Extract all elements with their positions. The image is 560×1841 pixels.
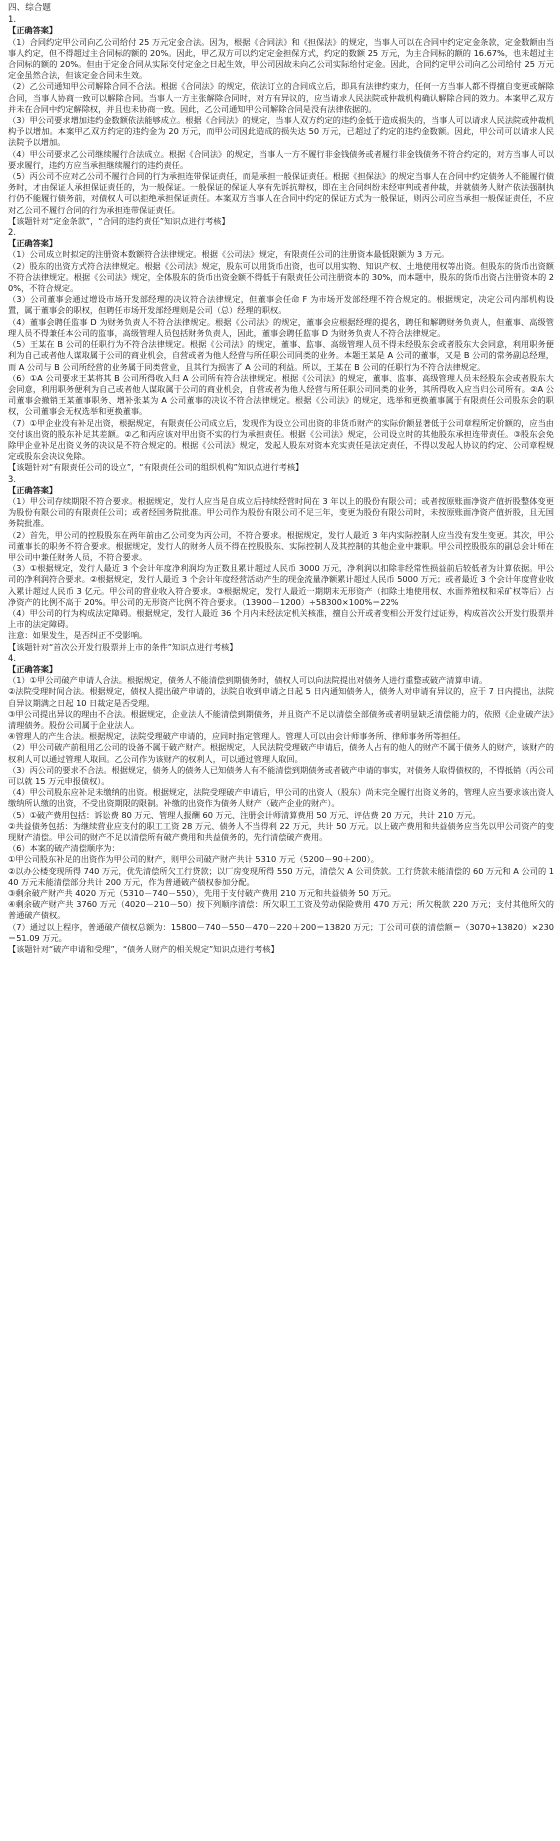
answer-paragraph: （7）①甲企业没有补足出资，根据规定，有限责任公司成立后，发现作为设立公司出资的非货币财产的实际价额显著低于公司章程所定价额的，应当由交付该出资的股东补足其差额。②乙和丙应该对甲出资不实的行为承担责任。根据《公司法》规定，公司设立时的其他股东承担连带责任。③股东会免除甲企业补足出资义务的决议是不符合规定的。根据《公司法》规定，发起人股东对资本充实责任是法定责任，不得以发起人协议的约定、公司章程规定或股东会决议免除。 <box>8 417 554 462</box>
answer-paragraph: （6）①A 公司要求王某将其 B 公司所得收入归 A 公司所有符合法律规定。根据《公司法》的规定，董事、监事、高级管理人员未经股东会或者股东大会同意，利用职务便利为自己或者他人谋取属于公司的商业机会，自营或者为他人经营与所任职公司同类的业务，其所得收入应当归公司所有。②A 公司董事会撤销王某董事职务、增补张某为 A 公司董事的决议不符合法律规定。根据《公司法》的规定，选举和更换董事属于有限责任公司股东会的职权，公司董事会无权选举和更换董事。 <box>8 372 554 417</box>
answer-paragraph: （5）丙公司不应对乙公司不履行合同的行为承担连带保证责任，而是承担一般保证责任。根据《担保法》的规定当事人在合同中约定债务人不能履行债务时，才由保证人承担保证责任的，为一般保证。一般保证的保证人享有先诉抗辩权，即在主合同纠纷未经审判或者仲裁，并就债务人财产依法强制执行仍不能履行债务前，对债权人可以拒绝承担保证责任。本案双方当事人在合同中约定的保证方式为一般保证，则丙公司应当承担一般保证责任，不应对乙公司不履行合同的行为承担连带保证责任。 <box>8 171 554 215</box>
answer-paragraph: ②以办公楼变现所得 740 万元，优先清偿所欠工行贷款；以厂房变现所得 550 万元，清偿欠 A 公司贷款。工行贷款未能清偿的 60 万元和 A 公司的 140 万元未能清偿部分共计 200 万元，作为普通破产债权参加分配。 <box>8 865 554 887</box>
answer-paragraph: ②共益债务包括：为继续营业应支付的职工工资 28 万元、债务人不当得利 22 万元，共计 50 万元。以上破产费用和共益债务应当先以甲公司资产的变现财产清偿。甲公司的财产不足以清偿所有破产费用和共益债务的，先行清偿破产费用。 <box>8 820 554 843</box>
answer-paragraph: （6）本案的破产清偿顺序为： <box>8 843 120 854</box>
answer-paragraph: （1）合同约定甲公司向乙公司给付 25 万元定金合法。因为，根据《合同法》和《担保法》的规定，当事人可以在合同中约定定金条款，定金数额由当事人约定，但不得超过主合同标的额的 20%。因此，甲乙双方可以约定定金担保方式，约定的数额 25 万元，为主合同标的额的 16.67%，也未超过主合同标的额的 20%。但由于定金合同从实际交付定金之日起生效，甲公司因故未向乙公司实际给付定金。因此，合同约定甲公司向乙公司给付 25 万元定金虽然合法，但该定金合同未生效。 <box>8 36 554 81</box>
question-number: 3. <box>8 473 16 484</box>
knowledge-point-note: 【该题针对“首次公开发行股票并上市的条件”知识点进行考核】 <box>8 641 238 652</box>
answer-label: 【正确答案】 <box>8 25 58 36</box>
answer-paragraph: （2）首先，甲公司的控股股东在两年前由乙公司变为丙公司，不符合要求。根据规定，发行人最近 3 年内实际控制人应当没有发生变更。其次，甲公司董事长的职务不符合要求。根据规定，发行人的财务人员不得在控股股东、实际控制人及其控制的其他企业中兼职。甲公司控股股东的副总会计师在甲公司中兼任财务人员，不符合要求。 <box>8 529 554 562</box>
answer-paragraph: ③剩余破产财产共 4020 万元（5310－740－550），先用于支付破产费用 210 万元和共益债务 50 万元。 <box>8 888 397 899</box>
answer-paragraph: （5）王某在 B 公司的任职行为不符合法律规定。根据《公司法》的规定，董事、监事、高级管理人员不得未经股东会或者股东大会同意，利用职务便利为自己或者他人谋取属于公司的商业机会，自营或者为他人经营与所任职公司同类的业务。本题王某是 A 公司的董事，又是 B 公司的常务副总经理，而 A 公司与 B 公司所经营的业务属于同类营业，且其行为损害了 A 公司的利益。所以，王某在 B 公司的任职行为不符合法律规定。 <box>8 339 554 372</box>
question-list <box>8 14 554 955</box>
knowledge-point-note: 【该题针对“定金条款”，“合同的违约责任”知识点进行考核】 <box>8 215 230 226</box>
answer-paragraph: 注意：如果发生，是否纠正不受影响。 <box>8 630 148 641</box>
section-title: 四、综合题 <box>8 3 51 13</box>
answer-paragraph: ④剩余破产财产共 3760 万元（4020－210－50）按下列顺序清偿：所欠职工工资及劳动保险费用 470 万元；所欠税款 220 万元；支付其他所欠的普通破产债权。 <box>8 899 554 921</box>
answer-paragraph: ③甲公司提出异议的理由不合法。根据规定，企业法人不能清偿到期债务，并且资产不足以清偿全部债务或者明显缺乏清偿能力的，依照《企业破产法》清理债务。股份公司属于企业法人。 <box>8 708 554 730</box>
question-block <box>8 227 554 473</box>
answer-paragraph: （4）董事会聘任监事 D 为财务负责人不符合法律规定。根据《公司法》的规定，董事会应根据经理的提名，聘任和解聘财务负责人，但董事、高级管理人员不得兼任本公司的监事，高级管理人员包括财务负责人，因此，董事会聘任监事 D 为财务负责人不符合法律规定。 <box>8 316 554 338</box>
answer-paragraph: （2）股东的出资方式符合法律规定。根据《公司法》规定，股东可以用货币出资，也可以用实物、知识产权、土地使用权等出资。但股东的货币出资额不符合法律规定。根据《公司法》规定，全体股东的货币出资金额不得低于有限责任公司注册资本的 30%，而本题中，股东的货币出资占注册资本的 20%，不符合规定。 <box>8 260 554 294</box>
answer-label: 【正确答案】 <box>8 663 58 674</box>
question-block <box>8 653 554 955</box>
question-block <box>8 14 554 227</box>
answer-paragraph: （3）①根据规定，发行人最近 3 个会计年度净利润均为正数且累计超过人民币 3000 万元，净利润以扣除非经常性损益前后较低者为计算依据。甲公司的净利润符合要求。②根据规定，发行人最近 3 个会计年度经营活动产生的现金流量净额累计超过人民币 5000 万元；或者最近 3 个会计年度营业收入累计超过人民币 3 亿元。甲公司的营业收入符合要求。③根据规定，发行人最近一期期末无形资产（扣除土地使用权、水面养殖权和采矿权等后）占净资产的比例不高于 20%。甲公司的无形资产比例不符合要求。（13900－1200）÷58300×100%＝22% <box>8 563 554 607</box>
answer-paragraph: （1）公司成立时拟定的注册资本数额符合法律规定。根据《公司法》规定，有限责任公司的注册资本最低限额为 3 万元。 <box>8 249 450 260</box>
answer-paragraph: （7）通过以上程序，普通破产债权总额为：15800－740－550－470－220＋200＝13820 万元；丁公司可获的清偿额＝（3070÷13820）×230＝51.09 万元。 <box>8 921 554 943</box>
answer-paragraph: ②法院受理时间合法。根据规定，债权人提出破产申请的，法院自收到申请之日起 5 日内通知债务人，债务人对申请有异议的，应于 7 日内提出，法院自异议期满之日起 10 日裁定是否受理。 <box>8 686 554 708</box>
question-block <box>8 474 554 653</box>
answer-paragraph: （1）甲公司存续期限不符合要求。根据规定，发行人应当是自成立后持续经营时间在 3 年以上的股份有限公司；或者按原账面净资产值折股整体变更为股份有限公司的有限责任公司；或者经国务院批准。甲公司作为股份有限公司不足三年，变更为股份有限公司时，未按原账面净资产值折股，且无国务院批准。 <box>8 495 554 529</box>
answer-label: 【正确答案】 <box>8 484 58 495</box>
answer-paragraph: （3）公司董事会通过增设市场开发部经理的决议符合法律规定，但董事会任命 F 为市场开发部经理不符合规定的。根据规定，决定公司内部机构设置，属于董事会的职权，但聘任市场开发部经理则是公司（总）经理的职权。 <box>8 294 554 316</box>
answer-paragraph: （3）丙公司的要求不合法。根据规定，债务人的债务人已知债务人有不能清偿到期债务或者破产申请的事实，对债务人取得债权的，不得抵销（丙公司可以就 15 万元申报债权）。 <box>8 764 554 787</box>
answer-paragraph: （2）甲公司破产前租用乙公司的设备不属于破产财产。根据规定，人民法院受理破产申请后，债务人占有的他人的财产不属于债务人的财产，该财产的权利人可以通过管理人取回。乙公司作为该财产的权利人，可以通过管理人取回。 <box>8 742 554 764</box>
question-number: 1. <box>8 14 16 25</box>
answer-paragraph: （2）乙公司通知甲公司解除合同不合法。根据《合同法》的规定，依法订立的合同成立后，即具有法律约束力，任何一方当事人都不得擅自变更或解除合同，当事人协商一致可以解除合同。当事人一方主张解除合同时，对方有异议的，应当请求人民法院或仲裁机构确认解除合同的效力。本案甲乙双方并未在合同中约定解除权，并且也未协商一致。因此，乙公司通知甲公司解除合同是没有法律依据的。 <box>8 81 554 114</box>
question-number: 4. <box>8 652 16 663</box>
answer-paragraph: ①甲公司股东补足的出资作为甲公司的财产，则甲公司破产财产共计 5310 万元（5200－90＋200）。 <box>8 854 379 865</box>
question-number: 2. <box>8 227 16 238</box>
knowledge-point-note: 【该题针对“破产申请和受理”，“债务人财产的相关规定”知识点进行考核】 <box>8 944 279 955</box>
answer-paragraph: ④管理人的产生合法。根据规定，法院受理破产申请的，应同时指定管理人。管理人可以由会计师事务所、律师事务所等担任。 <box>8 731 466 742</box>
knowledge-point-note: 【该题针对“有限责任公司的设立”，“有限责任公司的组织机构”知识点进行考核】 <box>8 462 304 473</box>
answer-label: 【正确答案】 <box>8 238 58 249</box>
answer-paragraph: （3）甲公司要求增加违约金数额依法能够成立。根据《合同法》的规定，当事人双方约定的违约金低于造成损失的，当事人可以请求人民法院或仲裁机构予以增加。本案甲乙双方约定的违约金为 20 万元，而甲公司因此造成的损失达 50 万元，已超过了约定的违约金数额。因此，甲公司可以请求人民法院予以增加。 <box>8 115 554 148</box>
answer-paragraph: （4）甲公司股东应补足未缴纳的出资。根据规定，法院受理破产申请后，甲公司的出资人（股东）尚未完全履行出资义务的，管理人应当要求该出资人缴纳所认缴的出资，不受出资期限的限制。补缴的出资作为债务人财产（破产企业的财产）。 <box>8 787 554 809</box>
answer-paragraph: （5）①破产费用包括：诉讼费 80 万元、管理人报酬 60 万元、注册会计师清算费用 50 万元、评估费 20 万元，共计 210 万元。 <box>8 809 481 820</box>
answer-paragraph: （1）①甲公司破产申请人合法。根据规定，债务人不能清偿到期债务时，债权人可以向法院提出对债务人进行重整或破产清算申请。 <box>8 675 488 686</box>
answer-paragraph: （4）甲公司的行为构成法定障碍。根据规定，发行人最近 36 个月内未经法定机关核准，擅自公开或者变相公开发行过证券，构成首次公开发行股票并上市的法定障碍。 <box>8 607 554 630</box>
answer-paragraph: （4）甲公司要求乙公司继续履行合法成立。根据《合同法》的规定，当事人一方不履行非金钱债务或者履行非金钱债务不符合约定的，对方当事人可以要求履行，违约方应当承担继续履行的违约责任。 <box>8 148 554 170</box>
